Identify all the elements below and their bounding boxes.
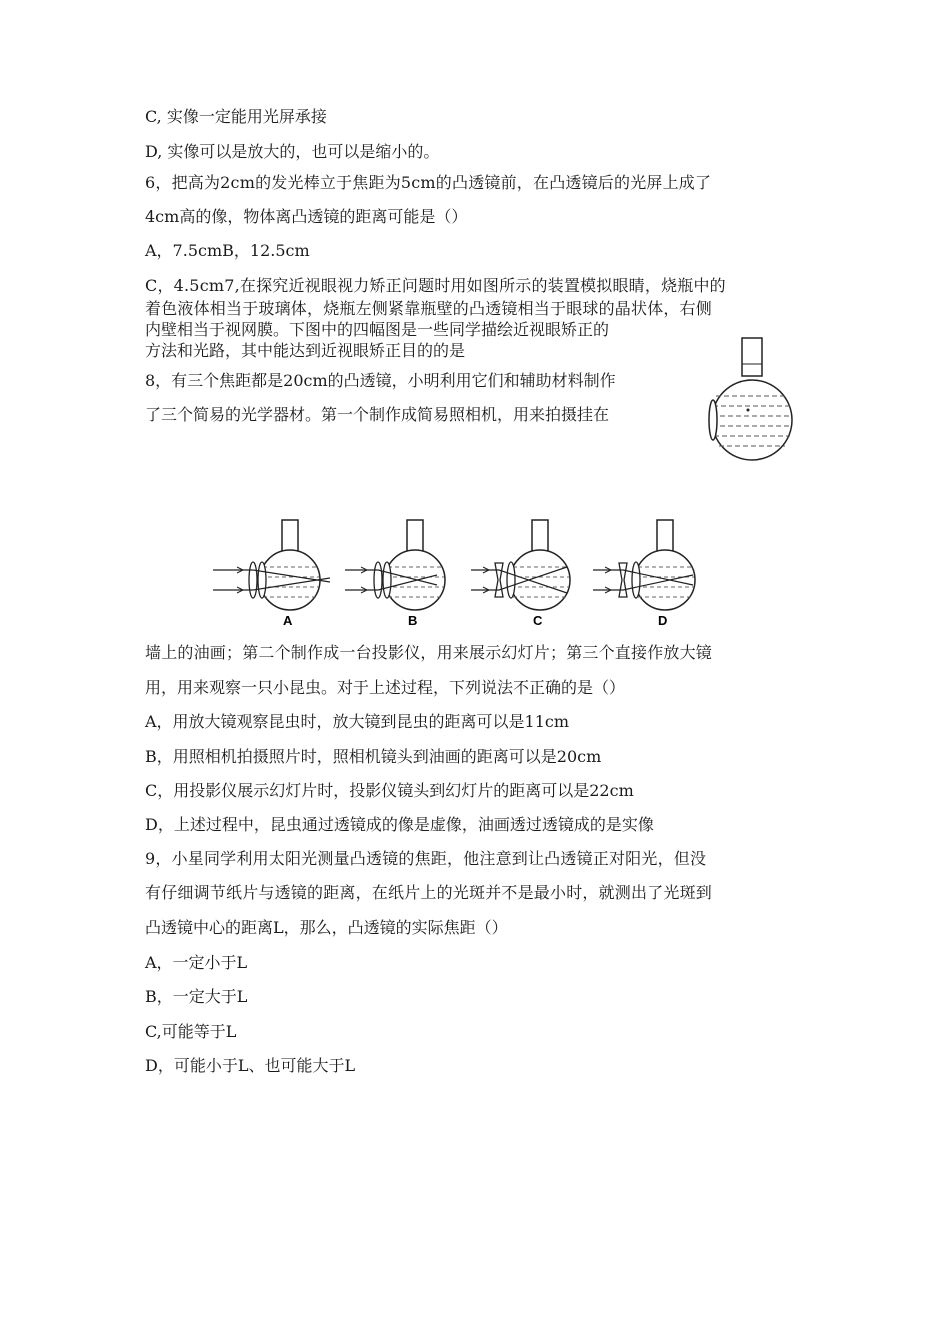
question-9-line-2: 有仔细调节纸片与透镜的距离，在纸片上的光斑并不是最小时，就测出了光斑到 <box>145 883 713 902</box>
label-a: A <box>283 613 293 628</box>
question-6-line-2: 4cm高的像，物体离凸透镜的距离可能是（） <box>145 207 468 226</box>
option-a-q9: A，一定小于L <box>145 953 248 972</box>
diagram-c <box>471 520 570 628</box>
question-8-line-4: 用，用来观察一只小昆虫。对于上述过程，下列说法不正确的是（） <box>145 678 626 697</box>
options-ab-q6: A，7.5cmB，12.5cm <box>145 241 310 260</box>
question-7-line-4: 方法和光路，其中能达到近视眼矫正目的的是 <box>145 341 466 360</box>
option-c-q9: C,可能等于L <box>145 1022 237 1041</box>
question-8-line-2: 了三个简易的光学器材。第一个制作成简易照相机，用来拍摄挂在 <box>145 405 610 424</box>
question-7-line-1: C，4.5cm7,在探究近视眼视力矫正问题时用如图所示的装置模拟眼睛，烧瓶中的 <box>145 276 726 295</box>
question-9-line-1: 9，小星同学利用太阳光测量凸透镜的焦距，他注意到让凸透镜正对阳光，但没 <box>145 849 707 868</box>
flask-apparatus-figure <box>700 330 800 470</box>
diagram-a <box>213 520 330 628</box>
option-c-q5: C, 实像一定能用光屏承接 <box>145 107 327 126</box>
question-8-line-1: 8，有三个焦距都是20cm的凸透镜，小明利用它们和辅助材料制作 <box>145 371 616 390</box>
option-b-q8: B，用照相机拍摄照片时，照相机镜头到油画的距离可以是20cm <box>145 747 602 766</box>
label-c: C <box>533 613 543 628</box>
label-d: D <box>658 613 668 628</box>
diagram-d <box>593 520 695 628</box>
question-6-line-1: 6，把高为2cm的发光棒立于焦距为5cm的凸透镜前，在凸透镜后的光屏上成了 <box>145 173 712 192</box>
option-d-q9: D，可能小于L、也可能大于L <box>145 1056 356 1075</box>
correction-diagrams <box>205 515 705 630</box>
option-a-q8: A，用放大镜观察昆虫时，放大镜到昆虫的距离可以是11cm <box>145 712 570 731</box>
label-b: B <box>408 613 418 628</box>
question-8-line-3: 墙上的油画；第二个制作成一台投影仪，用来展示幻灯片；第三个直接作放大镜 <box>145 643 713 662</box>
option-d-q8: D，上述过程中，昆虫通过透镜成的像是虚像，油画透过透镜成的是实像 <box>145 815 654 834</box>
question-7-line-2: 着色液体相当于玻璃体，烧瓶左侧紧靠瓶壁的凸透镜相当于眼球的晶状体，右侧 <box>145 299 713 318</box>
diagram-b <box>345 520 445 628</box>
question-7-line-3: 内壁相当于视网膜。下图中的四幅图是一些同学描绘近视眼矫正的 <box>145 320 610 339</box>
option-c-q8: C，用投影仪展示幻灯片时，投影仪镜头到幻灯片的距离可以是22cm <box>145 781 634 800</box>
option-b-q9: B，一定大于L <box>145 987 248 1006</box>
question-9-line-3: 凸透镜中心的距离L，那么，凸透镜的实际焦距（） <box>145 918 508 937</box>
option-d-q5: D, 实像可以是放大的，也可以是缩小的。 <box>145 142 440 161</box>
